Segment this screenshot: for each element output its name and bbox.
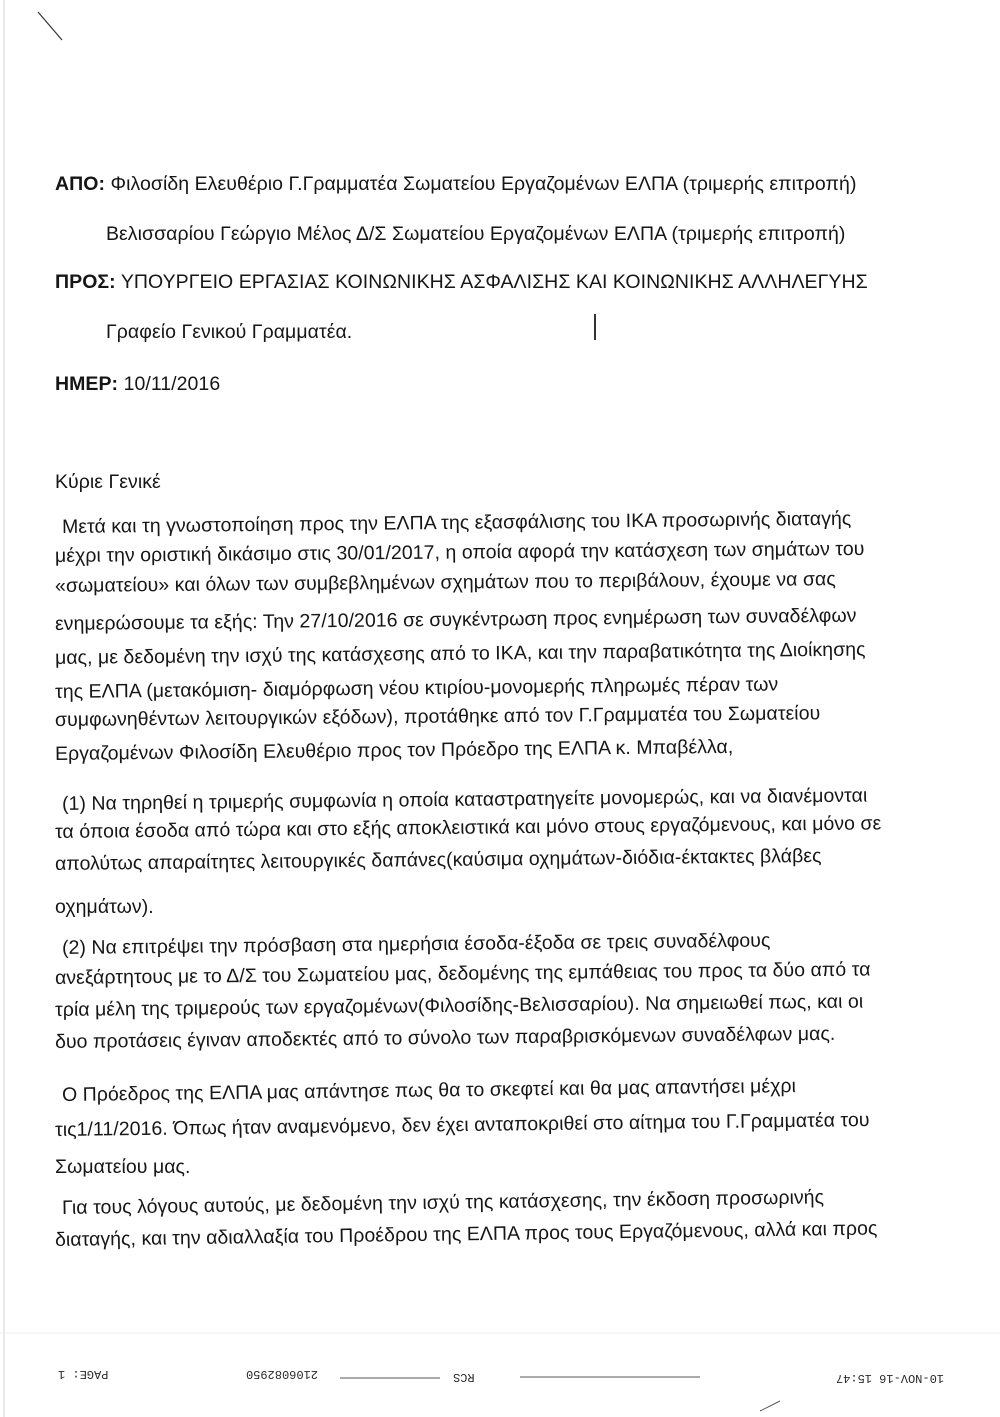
body-line: οχημάτων). — [55, 896, 154, 918]
body-line: Σωματείου μας. — [55, 1156, 191, 1178]
body-line: Μετά και τη γνωστοποίηση προς την ΕΛΠΑ της εξασφάλισης του ΙΚΑ προσωρινής διαταγής — [61, 507, 852, 538]
to-label: ΠΡΟΣ: — [55, 271, 116, 293]
body-line: τα όποια έσοδα από τώρα και στο εξής αποκλειστικά και μόνο στους εργαζόμενους, και μόνο σε — [54, 812, 882, 843]
body-line: Για τους λόγους αυτούς, με δεδομένη την ισχύ της κατάσχεσης, την έκδοση προσωρινής — [61, 1186, 825, 1219]
fax-number: 2106082950 — [246, 1367, 319, 1381]
fax-footer-rule — [0, 1355, 1000, 1417]
date-value: 10/11/2016 — [123, 373, 221, 395]
body-line: απολύτως απαραίτητες λειτουργικές δαπάνες(καύσιμα οχημάτων-διόδια-έκτακτες βλάβες — [54, 844, 822, 875]
date-line — [55, 372, 220, 396]
body-line: Ο Πρόεδρος της ΕΛΠΑ μας απάντησε πως θα το σκεφτεί και θα μας απαντήσει μέχρι — [61, 1075, 797, 1106]
body-line: δυο προτάσεις έγιναν αποδεκτές από το σύνολο των παραβρισκόμενων συναδέλφων μας. — [54, 1022, 836, 1053]
fax-footer — [0, 1355, 1000, 1417]
body-line: της ΕΛΠΑ (μετακόμιση- διαμόρφωση νέου κτιρίου-μονομερής πληρωμές πέραν των — [54, 673, 779, 703]
body-line: μέχρι την οριστική δικάσιμο στις 30/01/2017, η οποία αφορά την κατάσχεση των σημάτων του — [54, 537, 865, 567]
date-label: ΗΜΕΡ: — [55, 373, 119, 395]
body-line: τις1/11/2016. Όπως ήταν αναμενόμενο, δεν έχει ανταποκριθεί στο αίτημα του Γ.Γραμματέα του — [54, 1109, 870, 1141]
body-line: ανεξάρτητους με το Δ/Σ του Σωματείου μας, δεδομένης της εμπάθειας του προς τα δύο από τα — [54, 958, 871, 989]
from-label: ΑΠΟ: — [55, 173, 106, 195]
to-line — [55, 270, 868, 294]
body-line: «σωματείου» και όλων των συμβεβλημένων σχημάτων που το περιβάλουν, έχουμε να σας — [54, 568, 836, 597]
fax-page: PAGE: 1 — [58, 1367, 109, 1381]
scan-bar-mark — [594, 314, 596, 340]
body-line: (1) Να τηρηθεί η τριμερής συμφωνία η οποία καταστρατηγείτε μονομερώς, και να διανέμονται — [61, 784, 868, 815]
body-line: (2) Να επιτρέψει την πρόσβαση στα ημερήσια έσοδα-έξοδα σε τρεις συναδέλφους — [61, 929, 771, 959]
fax-code: RCS — [453, 1370, 475, 1384]
body-line: μας, με δεδομένη την ισχύ της κατάσχεσης από το ΙΚΑ, και την παραβατικότητα της Διοίκησης — [54, 638, 866, 669]
body-line: συμφωνηθέντων λειτουργικών εξόδων), προτάθηκε από τον Γ.Γραμματέα του Σωματείου — [54, 702, 821, 731]
from-sender-2: Βελισσαρίου Γεώργιο Μέλος Δ/Σ Σωματείου Εργαζομένων ΕΛΠΑ (τριμερής επιτροπή) — [106, 223, 846, 245]
body-line: Εργαζομένων Φιλοσίδη Ελευθέριο προς τον Πρόεδρο της ΕΛΠΑ κ. Μπαβέλλα, — [54, 735, 734, 765]
salutation: Κύριε Γενικέ — [55, 471, 161, 493]
body-line: τρία μέλη της τριμερούς των εργαζομένων(Φιλοσίδης-Βελισσαρίου). Να σημειωθεί πως, και οι — [54, 990, 864, 1021]
from-line — [55, 172, 857, 196]
body-line: ενημερώσουμε τα εξής: Την 27/10/2016 σε συγκέντρωση προς ενημέρωση των συναδέλφων — [54, 604, 857, 635]
to-office: Γραφείο Γενικού Γραμματέα. — [106, 321, 353, 343]
to-recipient: ΥΠΟΥΡΓΕΙΟ ΕΡΓΑΣΙΑΣ ΚΟΙΝΩΝΙΚΗΣ ΑΣΦΑΛΙΣΗΣ ΚΑΙ ΚΟΙΝΩΝΙΚΗΣ ΑΛΛΗΛΕΓΥΗΣ — [120, 271, 868, 293]
scan-corner-mark — [38, 12, 62, 40]
from-sender-1: Φιλοσίδη Ελευθέριο Γ.Γραμματέα Σωματείου Εργαζομένων ΕΛΠΑ (τριμερής επιτροπή) — [110, 173, 857, 195]
body-line: διαταγής, και την αδιαλλαξία του Προέδρου της ΕΛΠΑ προς τους Εργαζόμενους, αλλά και προς — [54, 1217, 878, 1251]
fax-date: 10-NOV-16 15:47 — [836, 1371, 945, 1385]
